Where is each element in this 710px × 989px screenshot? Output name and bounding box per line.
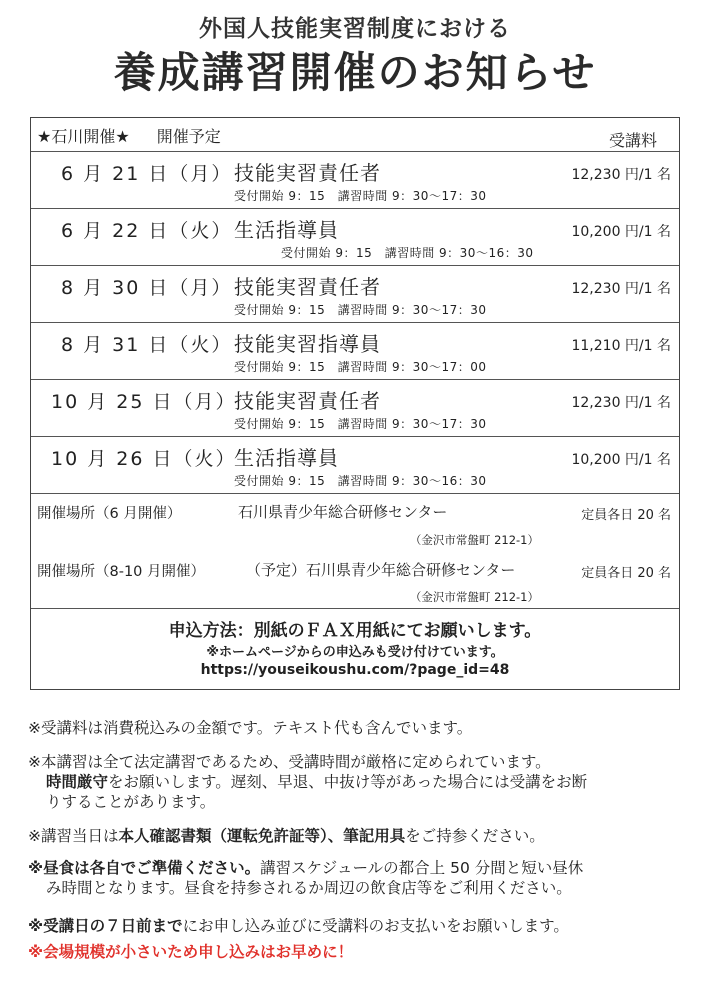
row-schedule: 受付開始 9：15 講習時間 9：30～17：30: [234, 189, 487, 203]
note-deadline-bold: ※受講日の７日前まで: [28, 917, 183, 935]
row-price: 11,210 円/1 名: [571, 338, 671, 354]
page-title: 養成講習開催のお知らせ: [113, 48, 597, 97]
row-course: 技能実習責任者: [234, 275, 381, 299]
note-legal-bold: 時間厳守: [46, 773, 109, 791]
venue-name: （予定）石川県青少年総合研修センター: [246, 561, 516, 579]
note-lunch-bold: ※昼食は各自でご準備ください。: [28, 859, 261, 877]
page-subtitle: 外国人技能実習制度における: [199, 16, 511, 42]
apply-web-note: ※ホームページからの申込みも受け付けています。: [206, 645, 504, 660]
table-row: [31, 436, 679, 493]
note-legal-line1: ※本講習は全て法定講習であるため、受講時間が厳格に定められています。: [28, 753, 551, 771]
schedule-table: [30, 117, 680, 690]
row-price: 10,200 円/1 名: [571, 452, 671, 468]
venue-label: 開催場所（6 月開催）: [37, 506, 182, 522]
note-tax: ※受講料は消費税込みの金額です。テキスト代も含んでいます。: [28, 719, 473, 737]
note-bring-bold: 本人確認書類（運転免許証等）、筆記用具: [118, 827, 406, 845]
venue-label: 開催場所（8-10 月開催）: [37, 564, 206, 580]
row-schedule: 受付開始 9：15 講習時間 9：30～17：30: [234, 303, 487, 317]
table-header: [31, 118, 679, 151]
table-row: [31, 379, 679, 436]
note-lunch: [28, 858, 678, 898]
row-date: 6 月 21 日（月）: [61, 163, 233, 185]
venue-address: （金沢市常盤町 212-1）: [409, 533, 539, 547]
row-course: 技能実習指導員: [234, 332, 381, 356]
row-price: 10,200 円/1 名: [571, 224, 671, 240]
row-price: 12,230 円/1 名: [571, 167, 671, 183]
row-course: 技能実習責任者: [234, 389, 381, 413]
note-legal: [28, 752, 678, 812]
venue-capacity: 定員各日 20 名: [581, 566, 671, 581]
row-course: 生活指導員: [234, 446, 339, 470]
row-schedule: 受付開始 9：15 講習時間 9：30～16：30: [234, 474, 487, 488]
table-row: [31, 151, 679, 208]
row-price: 12,230 円/1 名: [571, 281, 671, 297]
note-legal-rest: をお願いします。遅刻、早退、中抜け等があった場合には受講をお断: [108, 773, 588, 791]
table-row: [31, 265, 679, 322]
row-schedule: 受付開始 9：15 講習時間 9：30～16：30: [281, 246, 534, 260]
row-date: 10 月 26 日（火）: [51, 448, 237, 470]
note-bring-c: をご持参ください。: [405, 827, 545, 845]
venue-address: （金沢市常盤町 212-1）: [409, 590, 539, 604]
note-legal-line2: [28, 772, 678, 792]
note-early-warning: ※会場規模が小さいため申し込みはお早めに！: [28, 943, 354, 961]
fee-header: 受講料: [608, 131, 657, 150]
note-deadline: [28, 916, 678, 936]
location-label: ★石川開催★: [37, 127, 130, 146]
venue-name: 石川県青少年総合研修センター: [238, 503, 448, 521]
row-date: 10 月 25 日（月）: [51, 391, 237, 413]
row-schedule: 受付開始 9：15 講習時間 9：30～17：00: [234, 360, 487, 374]
row-date: 8 月 30 日（月）: [61, 277, 233, 299]
venue-capacity: 定員各日 20 名: [581, 508, 671, 523]
table-row: [31, 208, 679, 265]
row-date: 6 月 22 日（火）: [61, 220, 233, 242]
note-bring: [28, 826, 678, 846]
row-course: 技能実習責任者: [234, 161, 381, 185]
venue-section: [31, 493, 679, 609]
table-row: [31, 322, 679, 379]
note-bring-a: ※講習当日は: [28, 827, 119, 845]
apply-url[interactable]: https://youseikoushu.com/?page_id=48: [200, 662, 510, 678]
apply-method: 申込方法：別紙のＦＡＸ用紙にてお願いします。: [168, 621, 542, 641]
note-lunch-b: 講習スケジュールの都合上 50 分間と短い昼休: [260, 859, 584, 877]
schedule-label: 開催予定: [156, 127, 221, 146]
note-legal-line3: りすることがあります。: [46, 793, 216, 811]
row-price: 12,230 円/1 名: [571, 395, 671, 411]
row-course: 生活指導員: [234, 218, 339, 242]
apply-section: [31, 608, 679, 691]
note-lunch-c: み時間となります。昼食を持参されるか周辺の飲食店等をご利用ください。: [46, 879, 572, 897]
row-schedule: 受付開始 9：15 講習時間 9：30～17：30: [234, 417, 487, 431]
note-deadline-rest: にお申し込み並びに受講料のお支払いをお願いします。: [182, 917, 569, 935]
header-left: [37, 124, 243, 147]
row-date: 8 月 31 日（火）: [61, 334, 233, 356]
